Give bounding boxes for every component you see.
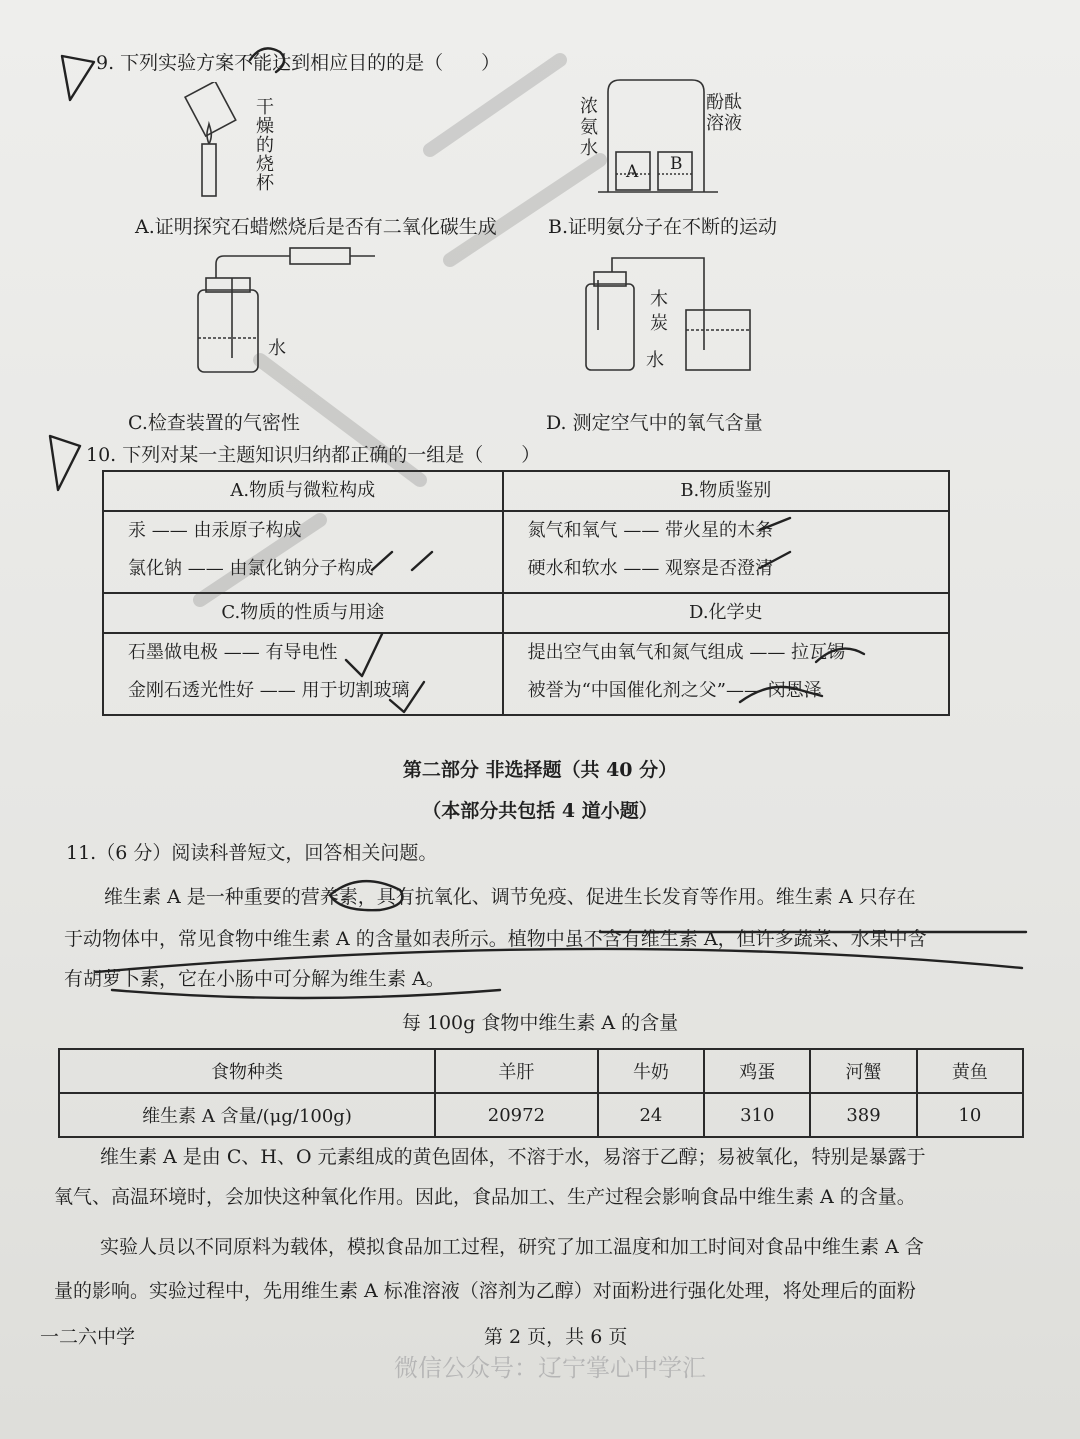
footer-page-number: 第 2 页，共 6 页	[484, 1326, 628, 1348]
footer-school: 一二六中学	[40, 1326, 136, 1348]
q11-p2-line1: 维生素 A 是由 C、H、O 元素组成的黄色固体，不溶于水，易溶于乙醇；易被氧化，特别是暴露于	[100, 1146, 926, 1168]
fig-c-label: 水	[268, 338, 286, 359]
value-0: 20972	[435, 1093, 598, 1137]
option-c: C.检查装置的气密性	[128, 412, 300, 434]
q10-a-line1: 汞 —— 由汞原子构成	[128, 520, 302, 541]
q10-b-title: B.物质鉴别	[503, 471, 949, 511]
q11-p3-line1: 实验人员以不同原料为载体，模拟食品加工过程，研究了加工温度和加工时间对食品中维生素 A 含	[100, 1236, 924, 1258]
q11-p1-line2: 于动物体中，常见食物中维生素 A 的含量如表所示。植物中虽不含有维生素 A，但许多蔬菜、水果中含	[64, 928, 927, 950]
option-a: A.证明探究石蜡燃烧后是否有二氧化碳生成	[135, 216, 497, 238]
q10-c-line2: 金刚石透光性好 —— 用于切割玻璃	[128, 680, 410, 701]
q10-d-title: D.化学史	[503, 593, 949, 633]
table-head-food: 食物种类	[59, 1049, 435, 1093]
part2-subtitle: （本部分共包括 4 道小题）	[422, 800, 658, 822]
q11-p1-line3: 有胡萝卜素，它在小肠中可分解为维生素 A。	[64, 968, 445, 990]
q10-a-line2: 氯化钠 —— 由氯化钠分子构成	[128, 558, 374, 579]
q11-p3-line2: 量的影响。实验过程中，先用维生素 A 标准溶液（溶剂为乙醇）对面粉进行强化处理，将处理后的面粉	[54, 1280, 916, 1302]
q10-stem: 10. 下列对某一主题知识归纳都正确的一组是（ ）	[86, 444, 541, 466]
footer-watermark: 微信公众号：辽宁掌心中学汇	[394, 1354, 706, 1382]
value-3: 389	[810, 1093, 916, 1137]
option-b: B.证明氨分子在不断的运动	[548, 216, 778, 238]
q10-d-line2: 被誉为“中国催化剂之父”—— 闵恩泽	[527, 680, 822, 701]
food-2: 鸡蛋	[704, 1049, 810, 1093]
table-row-label: 维生素 A 含量/(μg/100g)	[59, 1093, 435, 1137]
q11-p2-line2: 氧气、高温环境时，会加快这种氧化作用。因此，食品加工、生产过程会影响食品中维生素 A 的含量。	[54, 1186, 916, 1208]
vitamin-table-title: 每 100g 食物中维生素 A 的含量	[401, 1012, 679, 1034]
q11-stem: 11.（6 分）阅读科普短文，回答相关问题。	[66, 842, 438, 864]
option-d: D. 测定空气中的氧气含量	[546, 412, 763, 434]
fig-b-b-label: B	[670, 154, 683, 174]
q10-a-title: A.物质与微粒构成	[103, 471, 503, 511]
q10-c-title: C.物质的性质与用途	[103, 593, 503, 633]
fig-d-label-charcoal: 木炭	[650, 289, 668, 334]
part2-title: 第二部分 非选择题（共 40 分）	[402, 759, 678, 781]
food-3: 河蟹	[810, 1049, 916, 1093]
food-1: 牛奶	[598, 1049, 704, 1093]
q11-p1-line1: 维生素 A 是一种重要的营养素，具有抗氧化、调节免疫、促进生长发育等作用。维生素 A 只存在	[104, 886, 916, 908]
fig-a-label: 干燥的烧杯	[256, 97, 274, 194]
q10-b-line2: 硬水和软水 —— 观察是否澄清	[527, 558, 774, 579]
value-2: 310	[704, 1093, 810, 1137]
value-1: 24	[598, 1093, 704, 1137]
q10-b-line1: 氮气和氧气 —— 带火星的木条	[527, 520, 774, 541]
fig-b-a-label: A	[626, 162, 639, 182]
fig-b-right-label: 酚酞溶液	[706, 92, 742, 134]
q9-stem: 9. 下列实验方案不能达到相应目的的是（ ）	[96, 52, 501, 74]
food-0: 羊肝	[435, 1049, 598, 1093]
q10-c-line1: 石墨做电极 —— 有导电性	[128, 642, 338, 663]
fig-b-left-label: 浓氨水	[580, 96, 598, 159]
fig-d-label-water: 水	[646, 350, 664, 371]
value-4: 10	[917, 1093, 1023, 1137]
food-4: 黄鱼	[917, 1049, 1023, 1093]
q10-d-line1: 提出空气由氧气和氮气组成 —— 拉瓦锡	[527, 642, 846, 663]
